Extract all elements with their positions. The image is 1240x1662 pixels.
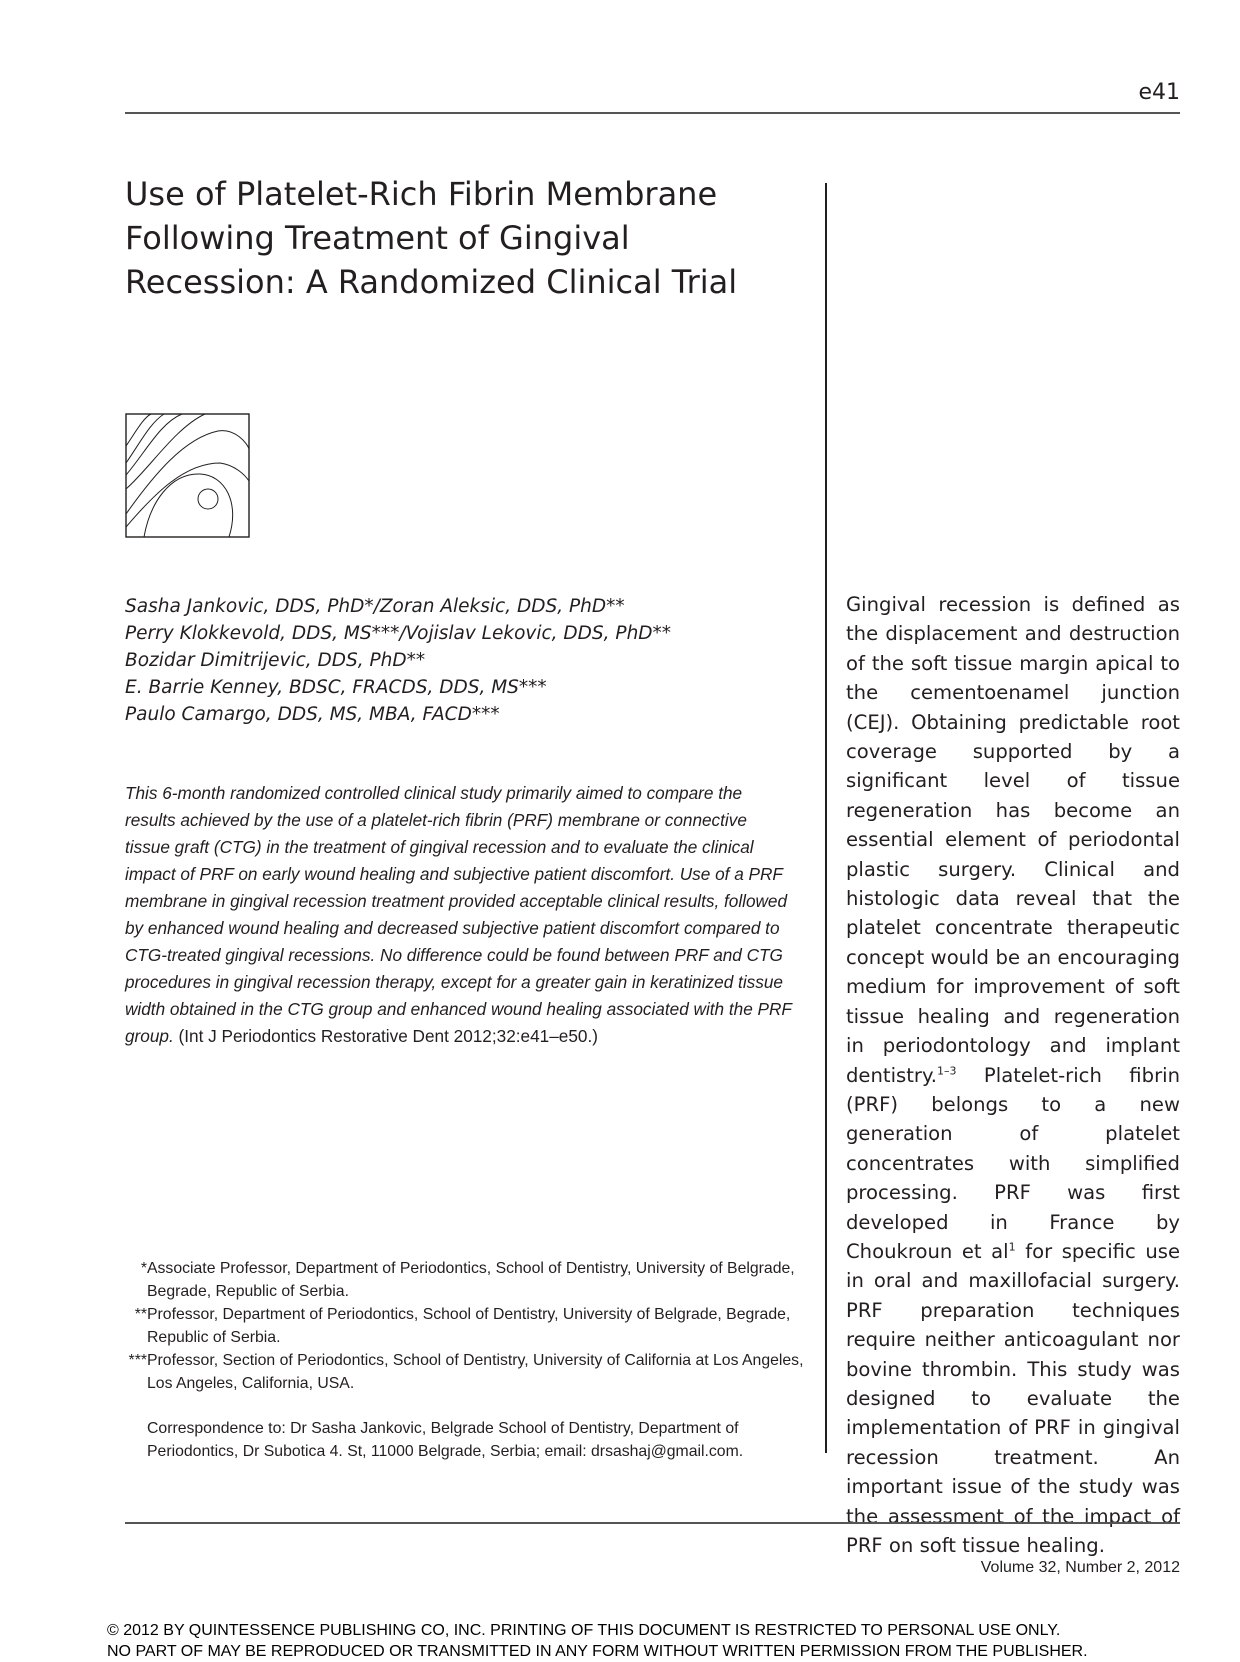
title-line: Recession: A Randomized Clinical Trial <box>125 263 738 301</box>
intro-text: for specific use in oral and maxillofacial surgery. PRF preparation techniques require neither anticoagulant nor bovine thrombin. This study was designed to evaluate the implementation of PRF in gingival recession treatment. An important issue of the study was the assessment of the impact of PRF on soft tissue healing. <box>846 1239 1181 1557</box>
footnote-text: Professor, Department of Periodontics, School of Dentistry, University of Belgrade, Begrade, Republic of Serbia. <box>147 1306 791 1346</box>
title-line: Use of Platelet-Rich Fibrin Membrane <box>125 175 718 213</box>
reference-superscript[interactable]: 1–3 <box>937 1063 957 1077</box>
intro-text: Platelet-rich fibrin (PRF) belongs to a new generation of platelet concentrates with simplified processing. PRF was first developed in France by Choukroun et al <box>846 1063 1180 1263</box>
author-list <box>125 593 805 728</box>
footnote-text: Associate Professor, Department of Periodontics, School of Dentistry, University of Belgrade, Begrade, Republic of Serbia. <box>147 1260 795 1300</box>
copyright-line: NO PART OF MAY BE REPRODUCED OR TRANSMITTED IN ANY FORM WITHOUT WRITTEN PERMISSION FROM THE PUBLISHER. <box>107 1643 1088 1660</box>
footnote-text: Professor, Section of Periodontics, School of Dentistry, University of California at Los Angeles, Los Angeles, California, USA. <box>147 1352 804 1392</box>
reference-superscript[interactable]: 1 <box>1008 1240 1016 1254</box>
footnote <box>125 1303 805 1349</box>
author-line: Sasha Jankovic, DDS, PhD*/Zoran Aleksic, DDS, PhD** <box>125 596 625 617</box>
title-line: Following Treatment of Gingival <box>125 219 630 257</box>
footnote-mark: *** <box>128 1352 147 1369</box>
copyright-line: © 2012 BY QUINTESSENCE PUBLISHING CO, INC. PRINTING OF THIS DOCUMENT IS RESTRICTED TO PERSONAL USE ONLY. <box>107 1622 1061 1639</box>
page-number: e41 <box>1138 80 1180 105</box>
author-line: E. Barrie Kenney, BDSC, FRACDS, DDS, MS*** <box>125 677 547 698</box>
footnote <box>125 1349 805 1395</box>
copyright-notice <box>107 1620 1088 1662</box>
author-line: Bozidar Dimitrijevic, DDS, PhD** <box>125 650 426 671</box>
header-rule <box>125 112 1180 114</box>
affiliation-footnotes <box>125 1257 805 1463</box>
correspondence: Correspondence to: Dr Sasha Jankovic, Belgrade School of Dentistry, Department of Periodontics, Dr Subotica 4. St, 11000 Belgrade, Serbia; email: drsashaj@gmail.com. <box>147 1420 744 1460</box>
column-divider <box>825 183 827 1453</box>
abstract <box>125 780 795 1050</box>
footer-rule <box>125 1522 1180 1524</box>
author-line: Paulo Camargo, DDS, MS, MBA, FACD*** <box>125 704 500 725</box>
journal-citation: (Int J Periodontics Restorative Dent 2012;32:e41–e50.) <box>178 1026 598 1046</box>
intro-text: Gingival recession is defined as the displacement and destruction of the soft tissue margin apical to the cementoenamel junction (CEJ). Obtaining predictable root coverage supported by a significant level of tissue regeneration has become an essential element of periodontal plastic surgery. Clinical and histologic data reveal that the platelet concentrate therapeutic concept would be an encouraging medium for improvement of soft tissue healing and regeneration in periodontology and implant dentistry. <box>846 593 1180 1087</box>
volume-info: Volume 32, Number 2, 2012 <box>980 1559 1180 1576</box>
author-line: Perry Klokkevold, DDS, MS***/Vojislav Lekovic, DDS, PhD** <box>125 623 672 644</box>
article-title <box>125 172 805 304</box>
footnote-mark: * <box>140 1260 147 1277</box>
introduction-paragraph <box>846 590 1180 1560</box>
abstract-text: This 6-month randomized controlled clinical study primarily aimed to compare the results achieved by the use of a platelet-rich fibrin (PRF) membrane or connective tissue graft (CTG) in the treatment of gingival recession and to evaluate the clinical impact of PRF on early wound healing and subjective patient discomfort. Use of a PRF membrane in gingival recession treatment provided acceptable clinical results, followed by enhanced wound healing and decreased subjective patient discomfort compared to CTG-treated gingival recessions. No difference could be found between PRF and CTG procedures in gingival recession therapy, except for a greater gain in keratinized tissue width obtained in the CTG group and enhanced wound healing associated with the PRF group. <box>125 783 792 1046</box>
footnote <box>125 1257 805 1303</box>
footnote-mark: ** <box>134 1306 147 1323</box>
contour-lines-logo-icon <box>125 413 250 538</box>
